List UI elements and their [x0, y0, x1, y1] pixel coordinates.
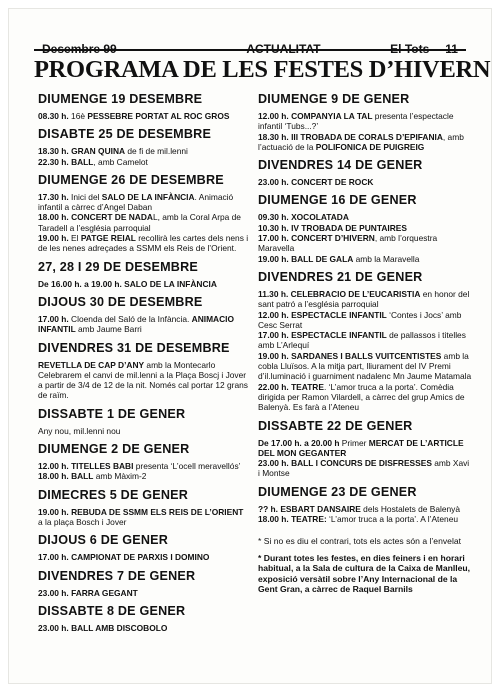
day-heading: DIJOUS 30 DE DESEMBRE	[38, 294, 203, 309]
day-heading: DIVENDRES 7 DE GENER	[38, 568, 196, 583]
event-entry	[258, 254, 472, 264]
event-text: Primer	[339, 437, 369, 448]
event-entry	[38, 426, 250, 436]
event-entry	[258, 438, 472, 459]
event-entry	[38, 507, 250, 528]
event-highlight: REBUDA DE SSMM ELS REIS DE L’ORIENT	[71, 506, 244, 517]
event-entry	[258, 177, 472, 187]
event-text: amb la Maravella	[353, 253, 420, 264]
event-entry	[38, 192, 250, 213]
event-entry	[38, 623, 250, 633]
event-entry	[38, 157, 250, 167]
event-highlight: BALL	[71, 471, 94, 482]
event-highlight: SARDANES I BALLS VUITCENTISTES	[291, 350, 442, 361]
event-text: , amb Camelot	[93, 156, 148, 167]
event-highlight: CAMPIONAT DE PARXIS I DOMINO	[71, 552, 210, 563]
event-text: El	[68, 233, 81, 244]
event-highlight: 18.00 h.	[258, 514, 289, 525]
event-text: , amb l’orquestra Maravella	[258, 233, 438, 254]
event-highlight: BALL	[71, 156, 94, 167]
event-highlight: 12.00 h.	[258, 111, 289, 121]
event-entry	[38, 360, 250, 401]
day-heading: 27, 28 I 29 DE DESEMBRE	[38, 259, 198, 274]
event-text: , amb l’actuació de la	[258, 131, 464, 152]
event-text: dels Hostalets de Balenyà	[360, 503, 461, 514]
event-highlight: 19.00 h.	[38, 233, 69, 244]
event-highlight: BALL AMB DISCOBOLO	[71, 622, 168, 633]
page-title: PROGRAMA DE LES FESTES D’HIVERN	[34, 56, 491, 83]
event-text: amb Xavi i Montse	[258, 458, 470, 479]
event-highlight: 09.30 h.	[258, 212, 289, 223]
event-text: presenta ‘L’ocell meravellós’	[133, 461, 241, 472]
event-highlight: COMPANYIA LA TAL	[291, 111, 373, 121]
header-section: ACTUALITAT	[246, 42, 321, 56]
event-highlight: CONCERT D’HIVERN	[291, 233, 375, 244]
event-entry	[38, 314, 250, 335]
event-highlight: 23.00 h.	[258, 177, 289, 188]
event-entry	[258, 330, 472, 351]
event-highlight: TEATRE:	[291, 514, 327, 525]
day-heading: DIVENDRES 14 DE GENER	[258, 158, 423, 173]
event-highlight: TEATRE	[291, 381, 324, 392]
event-highlight: 19.00 h.	[38, 506, 69, 517]
event-highlight: CONCERT DE ROCK	[291, 177, 374, 188]
event-highlight: ESPECTACLE INFANTIL	[291, 330, 387, 341]
event-entry	[258, 212, 472, 222]
header-month: Desembre 99	[42, 42, 117, 56]
day-heading: DISSABTE 1 DE GENER	[38, 406, 186, 421]
footnote: * Durant totes les festes, en dies feiners i en horari habitual, a la Sala de cultura de la Caixa de Manlleu, exposició versàtil sobre l’Any Internacional de la Gent Gran, a càrrec de Raquel Barnils	[258, 552, 471, 594]
event-text: ‘Contes i Jocs’ amb Cesc Serrat	[258, 309, 462, 330]
event-entry	[38, 212, 250, 233]
event-highlight: 10.30 h.	[258, 222, 289, 233]
event-entry	[258, 382, 472, 413]
event-text: . Animació infantil a càrrec d’Angel Daban	[38, 191, 234, 213]
event-highlight: POLIFONICA DE PUIGREIG	[315, 141, 425, 152]
event-highlight: GRAN QUINA	[71, 146, 126, 157]
event-entry	[258, 223, 472, 233]
event-highlight: ESBART DANSAIRE	[280, 503, 361, 514]
event-highlight: CONCERT DE NADA	[71, 212, 153, 223]
event-entry	[38, 552, 250, 562]
event-entry	[258, 289, 472, 310]
program-column-right	[258, 90, 472, 594]
event-entry	[258, 233, 472, 254]
event-entry	[258, 458, 472, 479]
event-text: L, amb la Coral Arpa de Taradell a l’església parroquial	[38, 212, 241, 233]
event-highlight: SALO DE LA INFÀNCIA	[101, 191, 195, 202]
event-entry	[258, 514, 472, 524]
event-highlight: 18.30 h.	[258, 131, 289, 142]
event-highlight: 18.00 h.	[38, 212, 69, 223]
event-highlight: TITELLES BABI	[71, 461, 134, 472]
event-highlight: 17.00 h.	[38, 552, 69, 563]
event-entry	[38, 461, 250, 471]
day-heading: DIJOUS 6 DE GENER	[38, 533, 169, 548]
event-highlight: 11.30 h.	[258, 288, 289, 299]
day-heading: DIUMENGE 2 DE GENER	[38, 442, 190, 457]
event-highlight: PATGE REIAL	[80, 233, 136, 244]
event-highlight: XOCOLATADA	[291, 212, 349, 223]
event-entry	[38, 146, 250, 156]
event-highlight: 19.00 h.	[258, 253, 289, 264]
event-text: amb la Montecarlo Celebrarem el canvi de mil.lenni a la Plaça Boscj i Jover a partir de 3/4 de 12 de la nit. Només cal portar 12 grans de raïm.	[38, 359, 248, 401]
day-heading: DIUMENGE 9 DE GENER	[258, 92, 410, 106]
event-text: en honor del sant patró a l’església parroquial	[258, 288, 470, 310]
footnote: * Si no es diu el contrari, tots els actes són a l’envelat	[258, 536, 462, 547]
day-heading: DIUMENGE 19 DESEMBRE	[38, 92, 203, 106]
event-entry	[258, 504, 472, 514]
header-rule	[34, 49, 466, 51]
event-highlight: 23.00 h.	[38, 587, 69, 598]
event-text: de pallassos i titelles amb L’Arlequí	[258, 330, 466, 351]
event-entry	[38, 233, 250, 254]
event-entry	[258, 111, 472, 132]
header-magazine: El Tots	[390, 42, 430, 56]
event-highlight: 18.30 h.	[38, 146, 69, 157]
event-highlight: 12.00 h.	[38, 461, 69, 472]
day-heading: DIUMENGE 16 DE GENER	[258, 193, 417, 208]
event-text: 16è	[68, 111, 88, 121]
event-entry	[38, 279, 250, 289]
event-highlight: 19.00 h.	[258, 350, 289, 361]
day-heading: DIVENDRES 31 DE DESEMBRE	[38, 340, 230, 355]
event-highlight: 22.30 h.	[38, 156, 69, 167]
event-text: a la plaça Bosch i Jover	[38, 516, 127, 527]
program-column-left	[38, 90, 250, 633]
day-heading: DISSABTE 22 DE GENER	[258, 418, 413, 433]
day-heading: DIUMENGE 23 DE GENER	[258, 484, 417, 499]
event-highlight: 18.00 h.	[38, 471, 69, 482]
event-text: . ‘L’amor truca a la porta’. Comèdia dirigida per Ramon Vilardell, a càrrec del grup Amics de Balenyà. Es farà a l’Ateneu	[258, 381, 465, 413]
event-text: amb la cobla Lluïsos. A la mitja part, lliurament del IV Premi d’il.luminació i guarniment nadalenc Mn Jaume Matamala	[258, 350, 472, 382]
event-text: amb Màxim-2	[93, 471, 147, 482]
day-heading: DIVENDRES 21 DE GENER	[258, 269, 423, 284]
event-highlight: De 16.00 h. a 19.00 h.	[38, 278, 122, 289]
event-highlight: 12.00 h.	[258, 309, 289, 320]
event-highlight: 17.00 h.	[38, 313, 69, 324]
event-text: Cloenda del Saló de la Infància.	[68, 313, 192, 324]
event-highlight: IV TROBADA DE PUNTAIRES	[291, 222, 407, 233]
event-highlight: 17.00 h.	[258, 233, 289, 244]
event-highlight: REVETLLA DE CAP D’ANY	[38, 359, 145, 370]
event-highlight: 23.00 h.	[38, 622, 69, 633]
event-highlight: 08.30 h.	[38, 111, 69, 121]
event-text: de fi de mil.lenni	[125, 146, 188, 157]
header-page-number: 11	[445, 42, 458, 56]
event-entry	[38, 471, 250, 481]
event-entry	[258, 310, 472, 331]
event-highlight: De 17.00 h. a 20.00 h	[258, 437, 340, 448]
event-highlight: 17.30 h.	[38, 191, 69, 202]
event-highlight: ANIMACIO INFANTIL	[38, 313, 234, 335]
event-text: amb Jaume Barri	[75, 324, 142, 335]
running-header	[42, 38, 458, 56]
event-text: presenta l’espectacle infantil ‘Tubs...?’	[258, 111, 454, 132]
event-entry	[258, 132, 472, 153]
day-heading: DISSABTE 8 DE GENER	[38, 603, 186, 618]
event-highlight: ESPECTACLE INFANTIL	[291, 309, 387, 320]
event-highlight: SALO DE LA INFÀNCIA	[124, 278, 217, 289]
event-entry	[258, 351, 472, 382]
event-highlight: FARRA GEGANT	[71, 587, 138, 598]
day-heading: DISABTE 25 DE DESEMBRE	[38, 127, 212, 142]
event-highlight: BALL I CONCURS DE DISFRESSES	[291, 458, 432, 469]
event-entry	[38, 111, 250, 121]
event-text: Inici del	[68, 191, 102, 202]
event-highlight: PESSEBRE PORTAT AL ROC GROS	[87, 111, 230, 121]
event-highlight: III TROBADA DE CORALS D’EPIFANIA	[291, 131, 443, 142]
event-text: Any nou, mil.lenni nou	[38, 425, 121, 436]
day-heading: DIMECRES 5 DE GENER	[38, 487, 189, 502]
event-text: recollirà les cartes dels nens i de les nenes adreçades a SSMM els Reis de l’Orient.	[38, 233, 249, 254]
event-highlight: MERCAT DE L’ARTICLE DEL MON GEGANTER	[258, 437, 464, 458]
event-highlight: 17.00 h.	[258, 330, 289, 341]
event-highlight: 22.00 h.	[258, 381, 289, 392]
day-heading: DIUMENGE 26 DE DESEMBRE	[38, 172, 224, 187]
event-entry	[38, 588, 250, 598]
event-highlight: ?? h.	[258, 503, 279, 514]
event-highlight: CELEBRACIO DE L’EUCARISTIA	[290, 288, 421, 299]
event-highlight: 23.00 h.	[258, 458, 289, 469]
event-text: ‘L’amor truca a la porta’. A l’Ateneu	[326, 514, 459, 525]
event-highlight: BALL DE GALA	[291, 253, 354, 264]
